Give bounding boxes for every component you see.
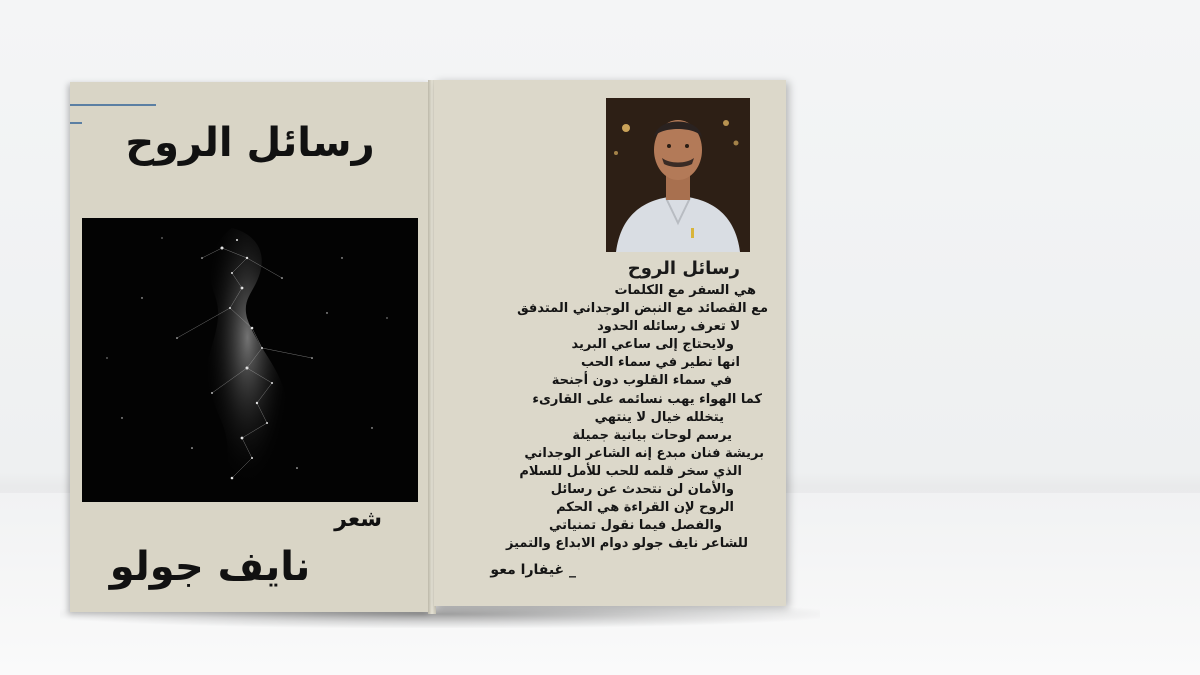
text-line: يتخلله خيال لا ينتهي [594,409,724,425]
text-line: لا تعرف رسائله الحدود [597,319,740,335]
front-cover [70,82,430,612]
back-cover-text [448,282,768,553]
text-line: انها تطير في سماء الحب [580,355,740,371]
cover-artwork [82,218,418,502]
cover-author-name: نايف جولو [109,544,311,590]
author-portrait-image [606,98,750,252]
text-line: والفصل فيما نقول تمنياتي [549,518,722,534]
particle-figure-image [82,218,418,502]
decorative-line [70,122,82,124]
text-line: للشاعر نايف جولو دوام الابداع والتميز [505,536,748,552]
text-line: يرسم لوحات بيانية جميلة [572,427,732,443]
text-line: في سماء القلوب دون أجنحة [551,373,732,389]
text-line: ولايحتاج إلى ساعي البريد [571,337,734,353]
text-line: والأمان لن نتحدث عن رسائل [550,482,734,498]
text-line: مع القصائد مع النبض الوجداني المتدفق [517,301,768,317]
author-photo [606,98,750,252]
back-cover [434,80,786,606]
text-line: الذي سخر قلمه للحب للأمل للسلام [519,463,742,479]
signature: _ غيفارا معو [490,562,576,578]
text-line: الروح لإن القراءة هي الحكم [556,500,734,516]
back-title: رسائل الروح [627,258,740,279]
cover-title: رسائل الروح [125,120,375,166]
decorative-line [70,104,156,106]
text-line: هي السفر مع الكلمات [614,283,756,298]
text-line: كما الهواء يهب نسائمه على القارىء [532,391,762,407]
text-line: بريشة فنان مبدع إنه الشاعر الوجداني [524,445,764,461]
cover-genre-label: شعر [334,507,382,532]
